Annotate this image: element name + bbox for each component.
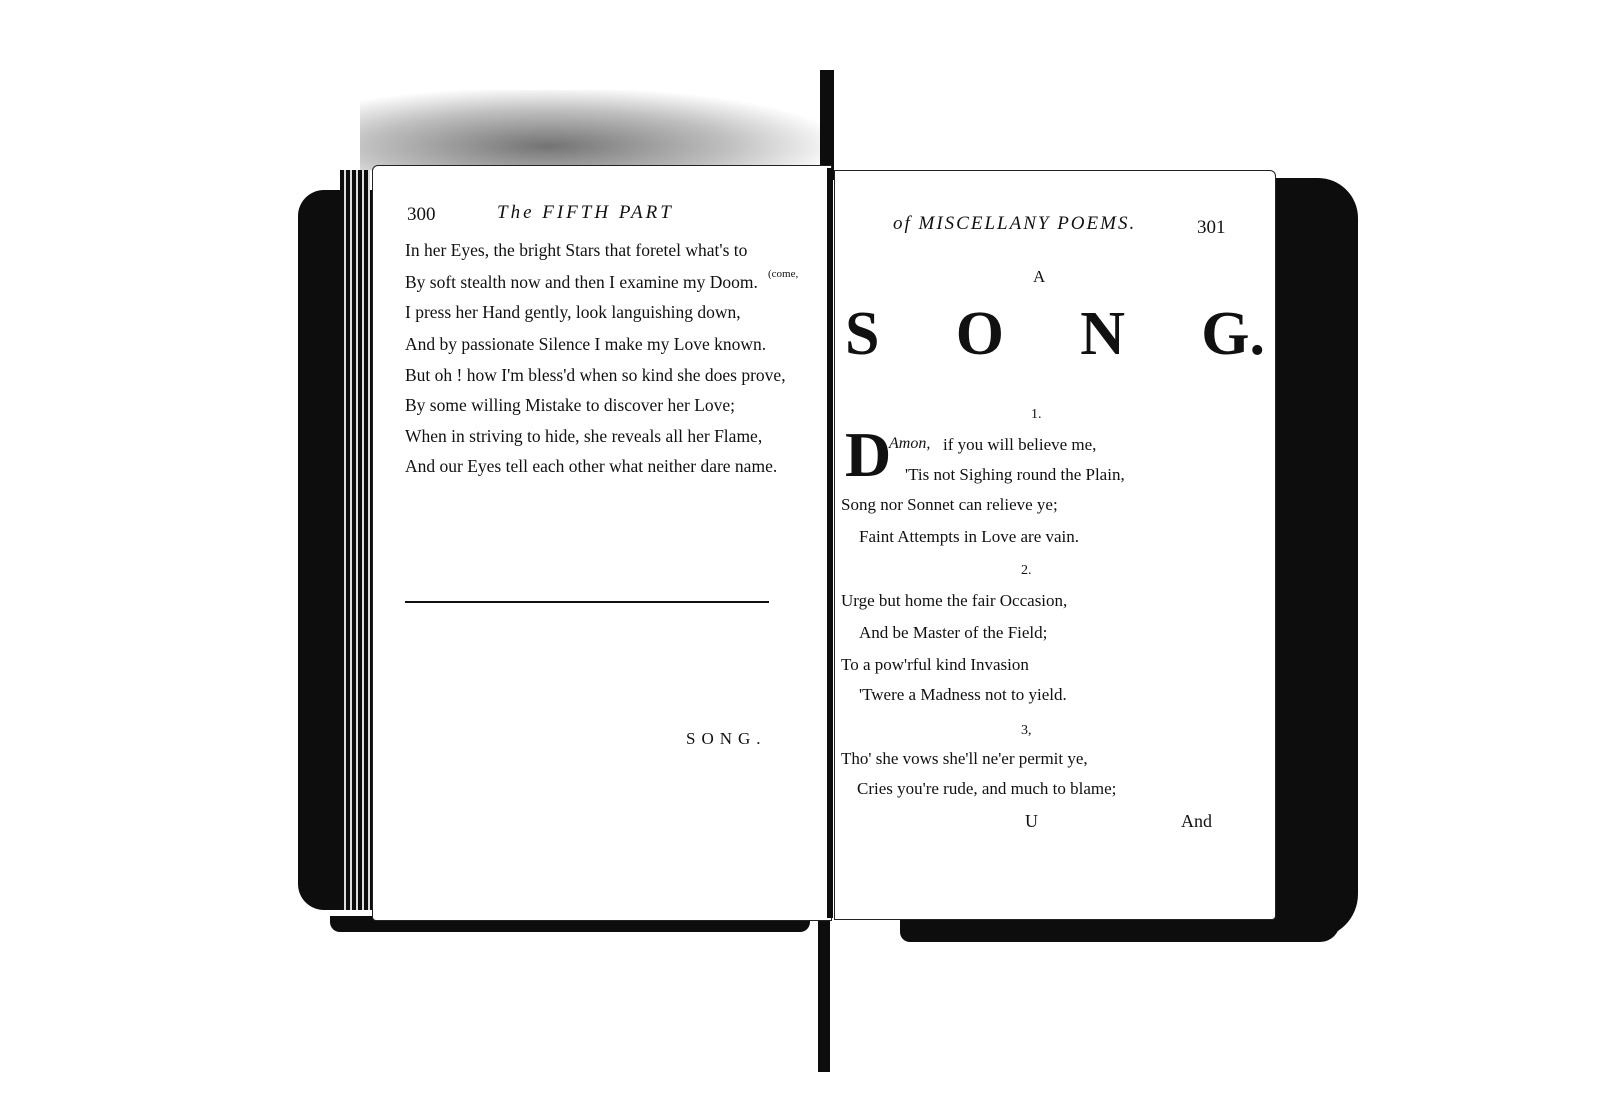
stanza-line: Song nor Sonnet can relieve ye; <box>841 495 1058 514</box>
scan-smudge <box>360 90 830 170</box>
song-title <box>845 299 1265 370</box>
book-base-right <box>900 920 1340 942</box>
horizontal-rule <box>405 601 769 603</box>
poem-line: And our Eyes tell each other what neither dare name. <box>405 456 778 476</box>
stanza-line: Cries you're rude, and much to blame; <box>857 779 1117 798</box>
page-number-left: 300 <box>407 204 436 225</box>
catchword-left: SONG. <box>686 729 767 748</box>
poem-line: And by passionate Silence I make my Love known. <box>405 334 767 354</box>
poem-line: In her Eyes, the bright Stars that foretel what's to <box>405 240 748 260</box>
poem-line: When in striving to hide, she reveals all her Flame, <box>405 426 763 446</box>
stanza-number: 2. <box>1021 563 1032 578</box>
catchword-right: And <box>1181 811 1212 831</box>
stanza-line: 'Twere a Madness not to yield. <box>859 685 1067 704</box>
running-head-left: The FIFTH PART <box>497 202 674 223</box>
stanza-line: 'Tis not Sighing round the Plain, <box>905 465 1125 484</box>
poem-line: But oh ! how I'm bless'd when so kind she does prove, <box>405 365 786 385</box>
right-page <box>834 170 1276 920</box>
running-head-right: of MISCELLANY POEMS. <box>893 213 1137 234</box>
signature-mark: U <box>1025 811 1038 831</box>
poem-line: I press her Hand gently, look languishing down, <box>405 302 741 322</box>
poem-line: By soft stealth now and then I examine my Doom. <box>405 272 758 292</box>
stanza-line: And be Master of the Field; <box>859 623 1048 642</box>
spine-bottom <box>818 912 830 1072</box>
stanza-line: Faint Attempts in Love are vain. <box>859 527 1080 546</box>
stanza-line: Tho' she vows she'll ne'er permit ye, <box>841 749 1088 768</box>
turnover-word: (come, <box>768 268 799 280</box>
book-cover-edge-right <box>1262 178 1358 938</box>
left-page <box>372 165 832 921</box>
title-letter: O <box>955 300 1004 368</box>
stanza-line: To a pow'rful kind Invasion <box>841 655 1029 674</box>
drop-capital: D <box>845 419 892 490</box>
page-number-right: 301 <box>1197 217 1226 238</box>
first-word-rest: Amon, <box>889 435 931 452</box>
book-gutter <box>827 168 833 918</box>
title-letter: S <box>845 300 880 368</box>
poem-line: By some willing Mistake to discover her Love; <box>405 395 736 415</box>
stanza-line: Urge but home the fair Occasion, <box>841 591 1068 610</box>
title-letter: N <box>1080 300 1125 368</box>
page-edges-left <box>340 170 370 910</box>
title-letter: G. <box>1201 300 1265 368</box>
spine-top <box>820 70 834 180</box>
title-article: A <box>1033 267 1046 286</box>
stanza-number: 3, <box>1021 723 1032 738</box>
stanza-number: 1. <box>1031 407 1042 422</box>
stanza-line: if you will believe me, <box>943 435 1097 454</box>
